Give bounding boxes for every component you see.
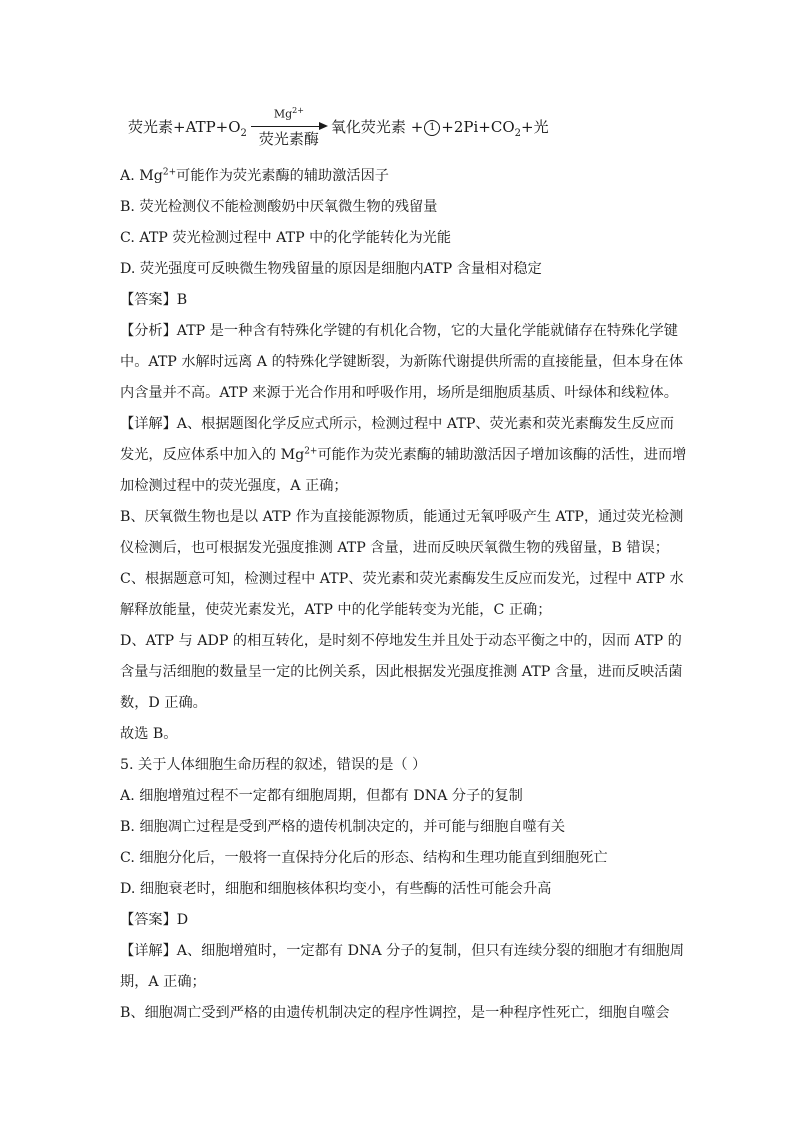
circled-number-icon: 1 <box>424 120 440 136</box>
q5-question: 5. 关于人体细胞生命历程的叙述，错误的是（ ） <box>120 757 427 773</box>
q4-detail-line-9: 含量与活细胞的数量呈一定的比例关系，因此根据发光强度推测 ATP 含量，进而反映活菌 <box>120 664 683 680</box>
catalyst-ion: $Mg^{2+}$ <box>273 106 304 121</box>
q4-detail-line-3: 加检测过程中的荧光强度，A 正确； <box>120 478 348 494</box>
q5-option-d: D. 细胞衰老时，细胞和细胞核体积均变小，有些酶的活性可能会升高 <box>120 881 552 897</box>
q4-conclusion: 故选 B。 <box>120 726 178 742</box>
equation-products: 氧化荧光素 + $1 +2Pi+CO_2+$光 <box>330 117 549 139</box>
q5-option-c: C. 细胞分化后，一般将一直保持分化后的形态、结构和生理功能直到细胞死亡 <box>120 850 608 866</box>
q4-option-c: C. ATP 荧光检测过程中 ATP 中的化学能转化为光能 <box>120 230 452 246</box>
q4-analysis-line-2: 中。ATP 水解时远离 A 的特殊化学键断裂，为新陈代谢提供所需的直接能量，但本身在体 <box>120 354 684 370</box>
equation-reactants: 荧光素$+ATP+O_2$ <box>128 117 247 139</box>
q5-option-b: B. 细胞凋亡过程是受到严格的遗传机制决定的，并可能与细胞自噬有关 <box>120 819 566 835</box>
q4-detail-line-1: 【详解】A、根据题图化学反应式所示，检测过程中 ATP、荧光素和荧光素酶发生反应而 <box>120 416 674 432</box>
q5-detail-line-3: B、细胞凋亡受到严格的由遗传机制决定的程序性调控，是一种程序性死亡，细胞自噬会 <box>120 1005 670 1021</box>
q4-option-b: B. 荧光检测仪不能检测酸奶中厌氧微生物的残留量 <box>120 199 438 215</box>
q4-detail-line-4: B、厌氧微生物也是以 ATP 作为直接能源物质，能通过无氧呼吸产生 ATP，通过荧光检测 <box>120 509 684 525</box>
arrow-shaft <box>251 126 321 127</box>
q4-answer: 【答案】B <box>120 292 188 308</box>
q5-detail-line-1: 【详解】A、细胞增殖时，一定都有 DNA 分子的复制，但只有连续分裂的细胞才有细胞周 <box>120 943 685 959</box>
q4-analysis-line-3: 内含量并不高。ATP 来源于光合作用和呼吸作用，场所是细胞质基质、叶绿体和线粒体。 <box>120 385 678 401</box>
q4-detail-line-7: 解释放能量，使荧光素发光，ATP 中的化学能转变为光能，C 正确； <box>120 602 552 618</box>
catalyst-enzyme: 荧光素酶 <box>258 130 319 148</box>
q4-analysis-line-1: 【分析】ATP 是一种含有特殊化学键的有机化合物，它的大量化学能就储存在特殊化学键 <box>120 323 678 339</box>
q5-detail-line-2: 期，A 正确； <box>120 974 206 990</box>
chemical-equation <box>128 104 549 150</box>
q4-detail-line-8: D、ATP 与 ADP 的相互转化，是时刻不停地发生并且处于动态平衡之中的，因而 ATP 的 <box>120 633 682 649</box>
q4-detail-line-6: C、根据题意可知，检测过程中 ATP、荧光素和荧光素酶发生反应而发光，过程中 ATP 水 <box>120 571 684 587</box>
q4-detail-line-10: 数，D 正确。 <box>120 695 207 711</box>
q4-option-d: D. 荧光强度可反映微生物残留量的原因是细胞内ATP 含量相对稳定 <box>120 261 542 277</box>
q5-answer: 【答案】D <box>120 912 189 928</box>
q4-option-a: A. $Mg^{2+}$可能作为荧光素酶的辅助激活因子 <box>120 167 389 184</box>
q4-detail-line-5: 仪检测后，也可根据发光强度推测 ATP 含量，进而反映厌氧微生物的残留量，B 错误； <box>120 540 669 556</box>
q5-option-a: A. 细胞增殖过程不一定都有细胞周期，但都有 DNA 分子的复制 <box>120 788 523 804</box>
q4-detail-line-2: 发光，反应体系中加入的 $Mg^{2+}$可能作为荧光素酶的辅助激活因子增加该酶的活性，进而增 <box>120 446 687 463</box>
reaction-arrow <box>249 104 329 150</box>
